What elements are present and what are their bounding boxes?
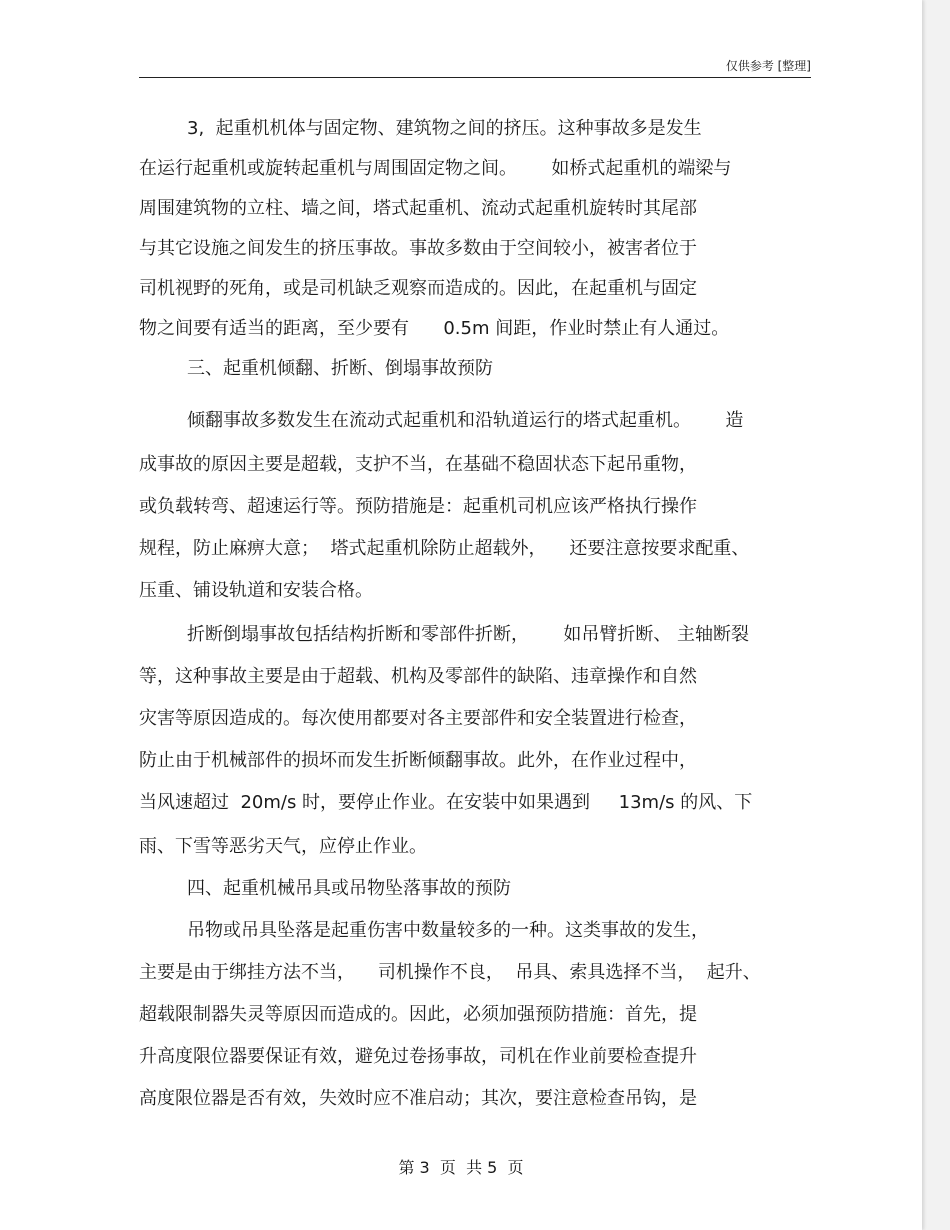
text-line: 升高度限位器要保证有效，避免过卷扬事故，司机在作业前要检查提升 — [139, 1046, 697, 1067]
text-line: 或负载转弯、超速运行等。预防措施是：起重机司机应该严格执行操作 — [139, 496, 697, 517]
text-line: 高度限位器是否有效，失效时应不准启动；其次，要注意检查吊钩，是 — [139, 1088, 697, 1109]
text-line: 3, 起重机机体与固定物、建筑物之间的挤压。这种事故多是发生 — [187, 118, 702, 139]
section-heading: 四、起重机械吊具或吊物坠落事故的预防 — [187, 878, 511, 899]
text-line: 倾翻事故多数发生在流动式起重机和沿轨道运行的塔式起重机。 造 — [187, 410, 744, 431]
page-header — [139, 53, 811, 78]
text-line: 雨、下雪等恶劣天气，应停止作业。 — [139, 836, 427, 857]
text-line: 与其它设施之间发生的挤压事故。事故多数由于空间较小，被害者位于 — [139, 238, 697, 259]
section-heading: 三、起重机倾翻、折断、倒塌事故预防 — [187, 358, 493, 379]
text-line: 灾害等原因造成的。每次使用都要对各主要部件和安全装置进行检查， — [139, 708, 697, 729]
text-line: 物之间要有适当的距离，至少要有 0.5m 间距，作业时禁止有人通过。 — [139, 318, 730, 339]
text-line: 规程，防止麻痹大意； 塔式起重机除防止超载外， 还要注意按要求配重、 — [139, 538, 750, 559]
text-line: 主要是由于绑挂方法不当， 司机操作不良， 吊具、索具选择不当， 起升、 — [139, 962, 761, 983]
text-line: 防止由于机械部件的损坏而发生折断倾翻事故。此外，在作业过程中， — [139, 750, 697, 771]
header-label: 仅供参考 [整理] — [725, 59, 811, 73]
text-line: 在运行起重机或旋转起重机与周围固定物之间。 如桥式起重机的端梁与 — [139, 158, 732, 179]
page-footer: 第 3 页 共 5 页 — [398, 1158, 524, 1177]
text-line: 司机视野的死角，或是司机缺乏观察而造成的。因此，在起重机与固定 — [139, 278, 697, 299]
text-line: 超载限制器失灵等原因而造成的。因此，必须加强预防措施：首先，提 — [139, 1004, 697, 1025]
text-line: 当风速超过 20m/s 时，要停止作业。在安装中如果遇到 13m/s 的风、下 — [139, 792, 753, 813]
text-line: 等，这种事故主要是由于超载、机构及零部件的缺陷、违章操作和自然 — [139, 666, 697, 687]
text-line: 吊物或吊具坠落是起重伤害中数量较多的一种。这类事故的发生， — [187, 920, 709, 941]
text-line: 折断倒塌事故包括结构折断和零部件折断， 如吊臂折断、 主轴断裂 — [187, 624, 750, 645]
text-line: 压重、铺设轨道和安装合格。 — [139, 580, 373, 601]
text-line: 成事故的原因主要是超载，支护不当，在基础不稳固状态下起吊重物， — [139, 454, 697, 475]
text-line: 周围建筑物的立柱、墙之间，塔式起重机、流动式起重机旋转时其尾部 — [139, 198, 697, 219]
